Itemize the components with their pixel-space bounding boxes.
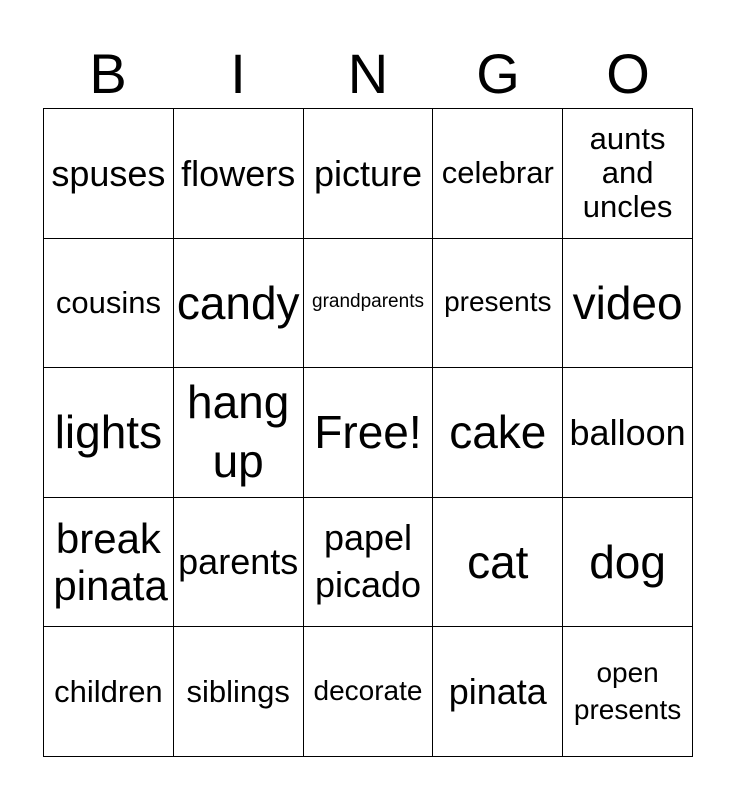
cell-text: cousins — [55, 284, 161, 320]
cell-text: dog — [589, 535, 666, 588]
cell-text: aunts and uncles — [582, 121, 673, 225]
bingo-cell — [44, 368, 174, 498]
bingo-cell — [174, 239, 304, 369]
cell-text: break pinata — [53, 515, 168, 610]
bingo-cell — [44, 627, 174, 757]
cell-text: cat — [467, 535, 529, 588]
bingo-cell — [44, 239, 174, 369]
cell-text: Free! — [314, 406, 422, 459]
header-letter-g: G — [476, 42, 520, 105]
cell-text: lights — [54, 406, 163, 459]
bingo-cell — [174, 498, 304, 628]
bingo-cell — [44, 109, 174, 239]
bingo-grid — [43, 108, 693, 757]
cell-text: children — [54, 673, 163, 709]
cell-text: spuses — [51, 152, 166, 194]
header-letter-n: N — [347, 42, 389, 105]
cell-text: flowers — [181, 152, 296, 194]
header-letter-o: O — [606, 42, 650, 105]
cell-text: pinata — [448, 670, 547, 712]
bingo-cell — [304, 368, 434, 498]
bingo-cell — [174, 109, 304, 239]
bingo-cell — [174, 368, 304, 498]
bingo-cell — [304, 627, 434, 757]
cell-text: decorate — [313, 675, 423, 707]
header-letter-i: I — [230, 42, 246, 105]
cell-text: papel picado — [314, 517, 422, 606]
bingo-cell — [433, 239, 563, 369]
bingo-cell — [304, 239, 434, 369]
bingo-cell — [563, 627, 693, 757]
cell-text: candy — [176, 276, 300, 329]
cell-text: open presents — [573, 657, 682, 725]
bingo-cell — [44, 498, 174, 628]
header-letter-b: B — [89, 42, 127, 105]
cell-text: cake — [449, 406, 547, 459]
bingo-cell — [563, 109, 693, 239]
cell-text: presents — [444, 286, 552, 318]
bingo-cell — [563, 368, 693, 498]
bingo-cell — [433, 368, 563, 498]
cell-text: parents — [178, 541, 299, 583]
cell-text: grandparents — [312, 291, 424, 313]
bingo-header — [43, 40, 693, 108]
cell-text: picture — [313, 152, 423, 194]
bingo-cell — [433, 109, 563, 239]
bingo-cell — [174, 627, 304, 757]
cell-text: video — [572, 276, 683, 329]
bingo-cell — [304, 498, 434, 628]
bingo-cell — [563, 239, 693, 369]
cell-text: balloon — [569, 411, 686, 453]
bingo-cell — [304, 109, 434, 239]
cell-text: siblings — [186, 673, 290, 709]
bingo-cell — [433, 498, 563, 628]
cell-text: hang up — [187, 375, 290, 488]
bingo-cell — [433, 627, 563, 757]
bingo-cell — [563, 498, 693, 628]
cell-text: celebrar — [441, 155, 554, 191]
